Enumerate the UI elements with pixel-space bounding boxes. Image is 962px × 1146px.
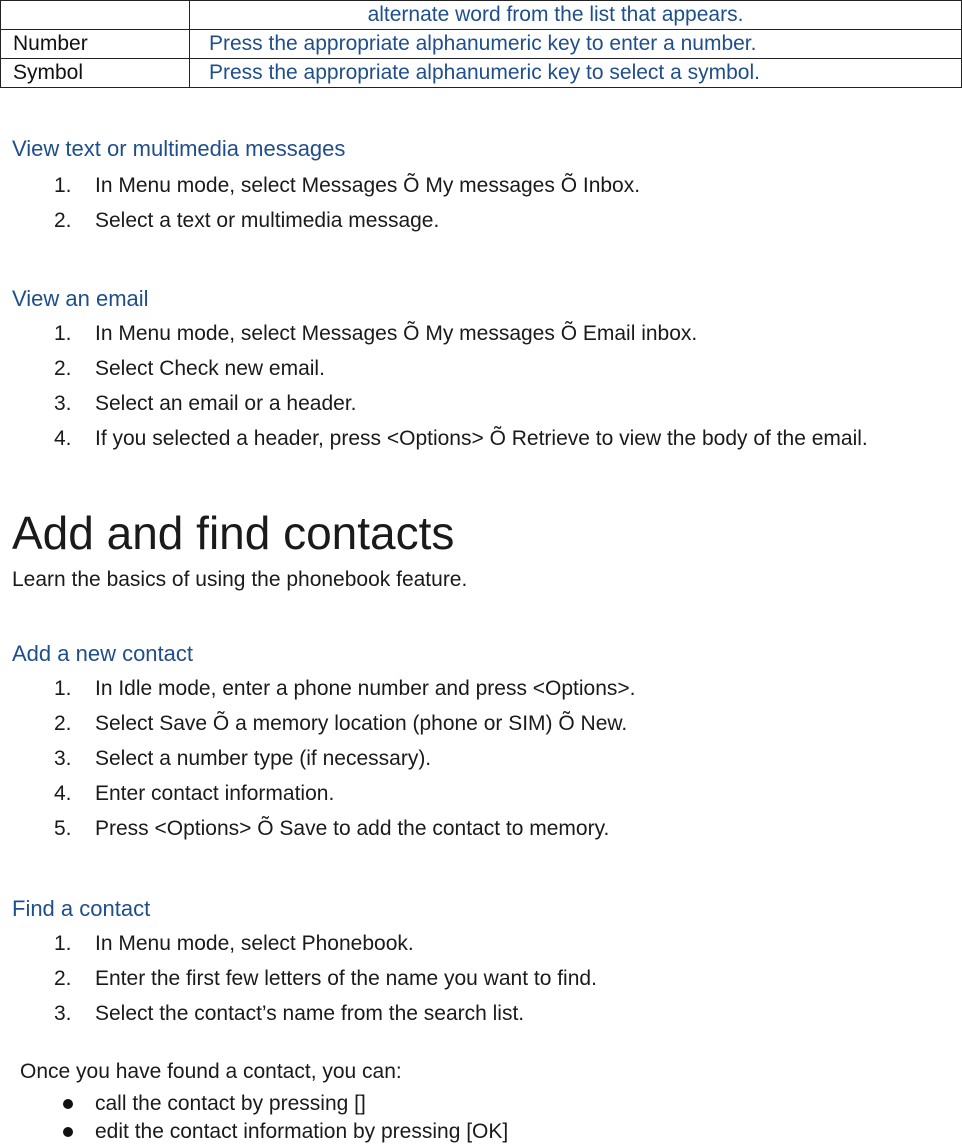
step-number: 2. <box>54 967 72 990</box>
list-item <box>0 386 950 421</box>
step-number: 1. <box>54 677 72 700</box>
table-row <box>1 59 962 88</box>
find-contact-steps <box>0 926 950 1031</box>
step-number: 1. <box>54 174 72 197</box>
step-number: 3. <box>54 1002 72 1025</box>
list-item <box>0 741 950 776</box>
step-text: Select an email or a header. <box>95 392 357 415</box>
step-number: 3. <box>54 747 72 770</box>
section-heading-view-messages: View text or multimedia messages <box>12 136 346 161</box>
step-number: 1. <box>54 322 72 345</box>
bullet-icon <box>63 1099 73 1109</box>
after-find-text: Once you have found a contact, you can: <box>20 1060 402 1083</box>
bullet-text: edit the contact information by pressing [OK] <box>95 1120 509 1143</box>
step-number: 2. <box>54 209 72 232</box>
bullet-text: call the contact by pressing [] <box>95 1092 366 1115</box>
table-cell-description: Press the appropriate alphanumeric key to enter a number. <box>190 30 962 59</box>
step-text: In Menu mode, select Phonebook. <box>95 932 414 955</box>
table-cell-mode: Number <box>1 30 190 59</box>
view-email-steps <box>0 316 950 453</box>
step-number: 1. <box>54 932 72 955</box>
page-title: Add and find contacts <box>12 507 455 559</box>
bullet-icon <box>63 1127 73 1137</box>
list-item <box>0 1090 508 1118</box>
section-intro: Learn the basics of using the phonebook feature. <box>12 568 468 591</box>
step-number: 2. <box>54 357 72 380</box>
step-number: 4. <box>54 782 72 805</box>
section-heading-find-contact: Find a contact <box>12 896 151 921</box>
list-item <box>0 351 950 386</box>
list-item <box>0 776 950 811</box>
list-item <box>0 1118 508 1146</box>
step-text: Select the contact’s name from the search list. <box>95 1002 525 1025</box>
step-text: In Menu mode, select Messages Õ My messages Õ Email inbox. <box>95 322 698 345</box>
list-item <box>0 203 950 238</box>
step-text: In Idle mode, enter a phone number and press <Options>. <box>95 677 636 700</box>
step-text: Select Check new email. <box>95 357 325 380</box>
table-row <box>1 1 962 30</box>
section-heading-view-email: View an email <box>12 286 149 311</box>
step-text: Enter the first few letters of the name you want to find. <box>95 967 597 990</box>
table-cell-description: alternate word from the list that appears. <box>190 1 962 30</box>
input-mode-table <box>0 0 962 88</box>
list-item <box>0 316 950 351</box>
step-number: 2. <box>54 712 72 735</box>
view-messages-steps <box>0 168 950 238</box>
step-text: Select a number type (if necessary). <box>95 747 432 770</box>
list-item <box>0 168 950 203</box>
step-text: If you selected a header, press <Options> Õ Retrieve to view the body of the email. <box>95 427 868 450</box>
table-cell-description: Press the appropriate alphanumeric key to select a symbol. <box>190 59 962 88</box>
step-text: Enter contact information. <box>95 782 335 805</box>
step-text: Select Save Õ a memory location (phone or SIM) Õ New. <box>95 712 628 735</box>
contact-actions-list <box>0 1090 508 1146</box>
list-item <box>0 996 950 1031</box>
step-text: Select a text or multimedia message. <box>95 209 440 232</box>
step-text: In Menu mode, select Messages Õ My messages Õ Inbox. <box>95 174 641 197</box>
list-item <box>0 421 950 453</box>
table-row <box>1 30 962 59</box>
list-item <box>0 706 950 741</box>
step-text: Press <Options> Õ Save to add the contact to memory. <box>95 817 610 840</box>
list-item <box>0 811 950 846</box>
list-item <box>0 926 950 961</box>
add-contact-steps <box>0 671 950 846</box>
step-number: 5. <box>54 817 72 840</box>
list-item <box>0 961 950 996</box>
table-cell-mode: Symbol <box>1 59 190 88</box>
table-cell-mode <box>1 1 190 30</box>
list-item <box>0 671 950 706</box>
step-number: 3. <box>54 392 72 415</box>
step-number: 4. <box>54 427 72 450</box>
section-heading-add-contact: Add a new contact <box>12 641 194 666</box>
